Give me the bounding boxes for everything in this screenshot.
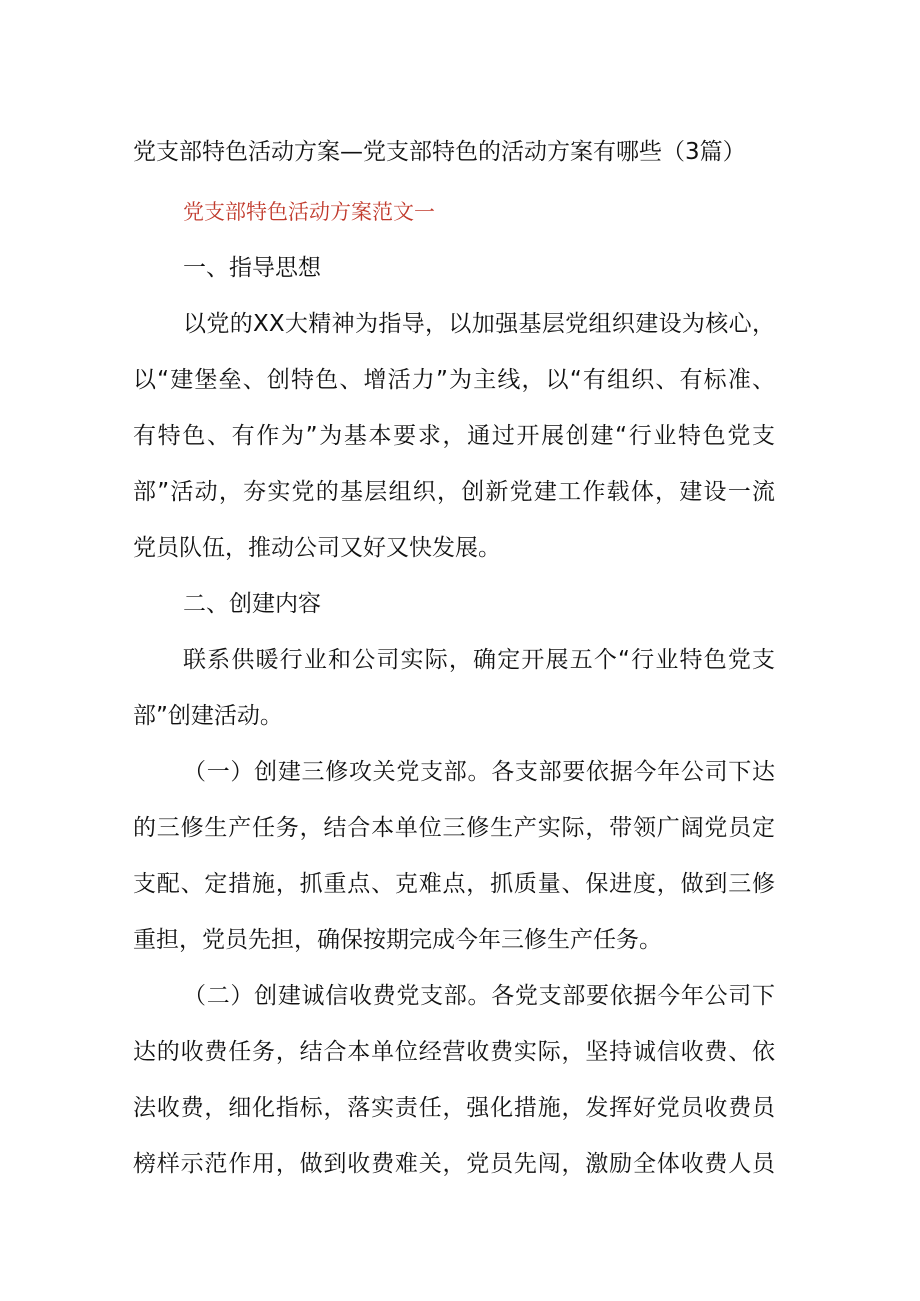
section-subtitle: 党支部特色活动方案范文一 xyxy=(183,200,435,224)
paragraph-line: 有特色、有作为”为基本要求，通过开展创建“行业特色党支 xyxy=(133,423,775,449)
paragraph-line: 联系供暖行业和公司实际，确定开展五个“行业特色党支 xyxy=(183,647,775,673)
section-creation-content xyxy=(133,576,775,1192)
paragraph-line: 以党的XX大精神为指导，以加强基层党组织建设为核心， xyxy=(183,311,775,337)
section-guiding-thought xyxy=(133,240,775,576)
paragraph-line: 部”活动，夯实党的基层组织，创新党建工作载体，建设一流 xyxy=(133,479,775,505)
paragraph xyxy=(133,632,775,744)
document-body xyxy=(133,124,775,1192)
document-title: 党支部特色活动方案—党支部特色的活动方案有哪些（3篇） xyxy=(133,139,746,165)
paragraph xyxy=(133,968,775,1192)
paragraph-line: 法收费，细化指标，落实责任，强化措施，发挥好党员收费员 xyxy=(133,1095,775,1121)
paragraph-line: 的三修生产任务，结合本单位三修生产实际，带领广阔党员定 xyxy=(133,815,775,841)
section-heading: 二、创建内容 xyxy=(183,591,321,617)
paragraph-line: 达的收费任务，结合本单位经营收费实际，坚持诚信收费、依 xyxy=(133,1039,775,1065)
paragraph-line: 部”创建活动。 xyxy=(133,703,283,729)
paragraph-line: （二）创建诚信收费党支部。各党支部要依据今年公司下 xyxy=(183,983,775,1009)
paragraph-line: 党员队伍，推动公司又好又快发展。 xyxy=(133,535,501,561)
paragraph-line: 重担，党员先担，确保按期完成今年三修生产任务。 xyxy=(133,927,662,953)
paragraph xyxy=(133,296,775,576)
paragraph-line: 以“建堡垒、创特色、增活力”为主线，以“有组织、有标准、 xyxy=(133,367,775,393)
paragraph-line: 支配、定措施，抓重点、克难点，抓质量、保进度，做到三修 xyxy=(133,871,775,897)
paragraph xyxy=(133,744,775,968)
paragraph-line: 榜样示范作用，做到收费难关，党员先闯，激励全体收费人员 xyxy=(133,1151,775,1177)
paragraph-line: （一）创建三修攻关党支部。各支部要依据今年公司下达 xyxy=(183,759,775,785)
section-heading: 一、指导思想 xyxy=(183,255,321,281)
